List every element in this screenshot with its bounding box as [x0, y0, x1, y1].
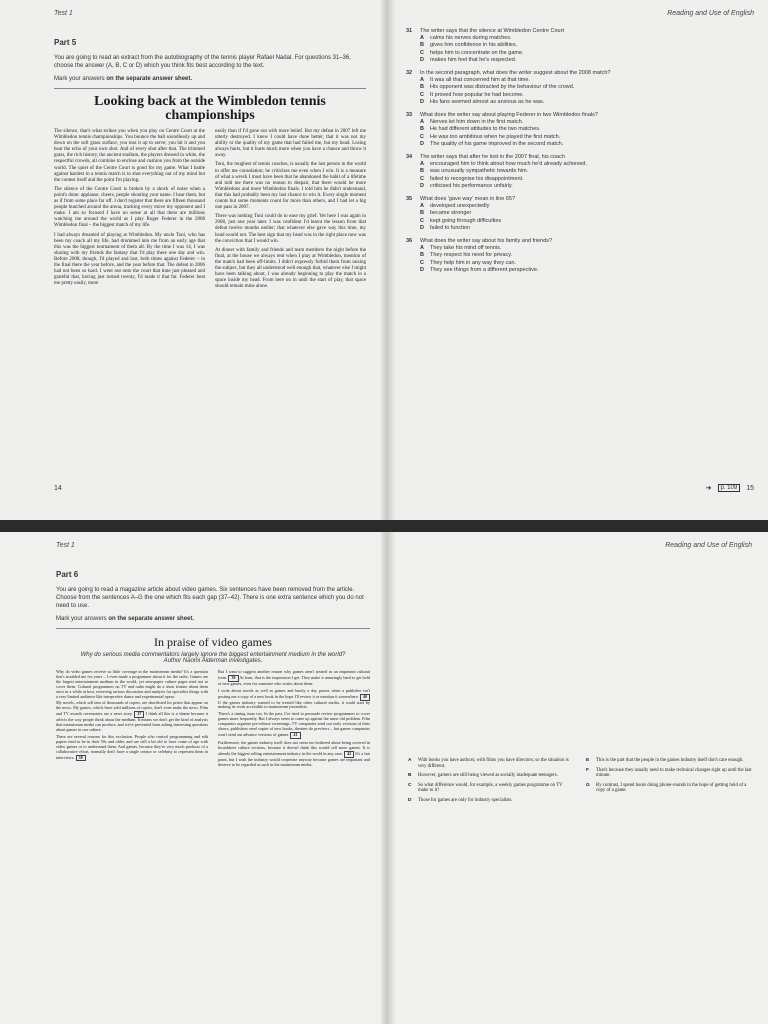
divider [54, 88, 366, 89]
question-number: 31 [406, 28, 413, 34]
sentence-options [408, 758, 752, 808]
book-gutter [381, 532, 395, 1024]
question-stem: What does the writer say about playing Federer in two Wimbledon finals? [420, 112, 598, 119]
option-text: His opponent was distracted by the behaviour of the crowd. [430, 84, 575, 91]
option-text: They take his mind off tennis. [430, 245, 502, 252]
option-letter: B [420, 168, 424, 175]
article-column-2 [218, 670, 370, 769]
question [406, 112, 754, 148]
sentence-option [586, 758, 752, 764]
answer-option [406, 176, 754, 183]
answer-option [406, 183, 754, 190]
sentence-option [408, 798, 574, 804]
answer-option [406, 225, 754, 232]
paragraph-text: If the games industry wanted to be treated like other cultural media, it could start by making its work accessible to mainstream journalists. [218, 699, 370, 710]
answer-option [406, 210, 754, 217]
question-number: 36 [406, 238, 413, 245]
paragraph-text: There's a timing issue too. In the past, I've tried to persuade review programmes to cover games more frequently. But I always seem to come up against the same old problem. Film companies organise pre-release screenings, TV companies send out early versions of their shows, publishers send copies of new books, theatres do previews – but games companies won't send out advance versions of games. [218, 711, 370, 737]
mark-bold: on the separate answer sheet. [106, 76, 193, 82]
answer-option [406, 126, 754, 133]
answer-option [406, 245, 754, 252]
option-letter: C [420, 175, 424, 182]
answer-option [406, 35, 754, 42]
option-text: This is the part that the people in the games industry itself don't care enough. [596, 758, 744, 763]
paragraph-text: There are several reasons for this exclusion. People who control programming and edit papers tend to be in their 50s and older, and are still a bit old to have come of age with video games or to understand them. And games, because they're very much products of a collaborative effort, normally don't have a single creator or celebrity to represent them in interviews. [56, 733, 208, 760]
question-stem: The writer says that the silence at Wimbledon Centre Court [420, 28, 564, 34]
answer-option [406, 218, 754, 225]
question-number: 32 [406, 70, 413, 77]
page-footer [706, 484, 754, 492]
gap-38[interactable]: 38 [76, 755, 86, 762]
answer-option [406, 141, 754, 148]
option-text: He had different attitudes to the two matches. [430, 126, 541, 133]
gap-39[interactable]: 39 [228, 675, 238, 682]
running-header: Test 1 [56, 542, 75, 549]
sentence-option [586, 768, 752, 779]
mark-prefix: Mark your answers [54, 76, 107, 82]
article-title: In praise of video games [154, 635, 272, 649]
options-column-1 [408, 758, 574, 808]
gap-40[interactable]: 40 [360, 694, 370, 701]
page-reference-link[interactable]: p. 109 [718, 484, 741, 492]
paragraph [218, 670, 370, 687]
paragraph-text: Furthermore, the games industry itself does not seem too bothered about being covered in broadsheet culture sections, because it doesn't think this would sell more games. It is already the biggest selling entertainment industry in the world in any case. [218, 739, 370, 756]
answer-option [406, 260, 754, 267]
mark-bold: on the separate answer sheet. [108, 616, 195, 622]
option-letter: D [408, 797, 412, 803]
sentence-option [408, 758, 574, 769]
paragraph-text: But I want to suggest another reason why games aren't treated as an important cultural form. [218, 669, 370, 680]
option-text: It proved how popular he had become. [430, 91, 524, 98]
paragraph [56, 701, 208, 732]
question-number: 35 [406, 196, 413, 203]
option-text: So what difference would, for example, a weekly games programme on TV make to it? [418, 782, 563, 794]
article-body [54, 129, 366, 293]
option-letter: C [420, 49, 424, 56]
option-text: His fans seemed almost as anxious as he was. [430, 98, 545, 105]
part-title: Part 6 [56, 570, 79, 579]
option-letter: A [420, 245, 424, 252]
option-letter: B [420, 126, 424, 133]
paragraph: I had always dreamed of playing at Wimbledon. My uncle Toni, who has been my coach all my life, had drummed into me from an early age that this was the biggest tournament of them all. By the time I was 14, I was sharing with my friends the fantasy that I'd play there one day and win. Before 2008, though, I'd played and lost, both times against Federer – in the final there the year before, and the year before that. The defeat in 2006 had not been so hard. I went out onto the court that time just pleased and grateful that, having just turned twenty, I'd made it that far. Federer beat me pretty easily, more [54, 232, 205, 287]
answer-option [406, 267, 754, 274]
option-text: They help him in any way they can. [430, 259, 516, 266]
answer-sheet-note [54, 76, 366, 82]
option-text: That's because they usually need to make technical changes right up until the last minute. [596, 767, 752, 779]
option-text: became stronger [430, 210, 472, 217]
paragraph-text: My novels, which sell tens of thousands of copies, are shortlisted for prizes that appear on the news. My games, which have sold millions of copies, don't even make the news. Film and TV awards ceremonies are a news story. [56, 700, 208, 717]
page-number: 14 [54, 485, 62, 492]
book-gutter [381, 0, 395, 520]
answer-option [406, 50, 754, 57]
option-text: developed unexpectedly [430, 203, 490, 210]
answer-option [406, 119, 754, 126]
instructions: You are going to read an extract from the autobiography of the tennis player Rafael Nadal. For questions 31–36, choose the answer (A, B, C or D) which you think fits best according to the text. [54, 55, 351, 69]
paragraph: At dinner with family and friends and team members the night before the final, at the house we always rent when I play at Wimbledon, mention of the match had been off-limits. I didn't expressly forbid them from raising the subject, but they all understood well enough that, whatever else I might have been talking about, I was already beginning to play the match in a space inside my head. From here on in until the start of play, that space should remain mine alone. [215, 247, 366, 290]
option-text: Nerves let him down in the first match. [430, 119, 524, 126]
option-text: failed to function [430, 224, 471, 231]
option-letter: A [420, 119, 424, 126]
gap-41[interactable]: 41 [290, 732, 300, 739]
arrow-right-icon: ➜ [705, 485, 712, 492]
option-letter: F [586, 767, 589, 773]
answer-option [406, 84, 754, 91]
option-text: was unusually sympathetic towards him. [430, 168, 529, 175]
option-letter: C [420, 91, 424, 98]
part-title: Part 5 [54, 38, 77, 47]
paragraph: There was nothing Toni could do to ease my grief. Yet here I was again in 2008, just one year later. I was confident I'd learnt the lesson from that defeat twelve months earlier; that whatever else gave way this time, my head would not. The best sign that my head was in the right place now was the conviction that I would win. [215, 214, 366, 244]
option-text: kept going through difficulties [430, 217, 502, 224]
answer-option [406, 42, 754, 49]
option-text: With books you have authors; with films you have directors; so the situation is very different. [418, 758, 569, 769]
answer-option [406, 77, 754, 84]
option-letter: D [420, 182, 424, 189]
answer-option [406, 203, 754, 210]
sentence-option [408, 773, 574, 779]
option-text: They respect his need for privacy. [430, 252, 513, 259]
option-letter: A [420, 35, 424, 42]
question-number: 34 [406, 154, 413, 161]
page-number: 15 [746, 484, 754, 492]
answer-option [406, 99, 754, 106]
option-text: They see things from a different perspective. [430, 266, 539, 273]
answer-option [406, 252, 754, 259]
article-column-1 [56, 670, 208, 769]
option-letter: D [420, 56, 424, 63]
article-subtitle: Why do serious media commentators largely ignore the biggest entertainment medium in the world? Author Naomi Alderman investigates. [80, 652, 346, 664]
paragraph [56, 735, 208, 762]
option-text: helps him to concentrate on the game. [430, 49, 524, 56]
article-column-2 [215, 129, 366, 293]
part6-spread [0, 532, 768, 1024]
question-stem: In the second paragraph, what does the writer suggest about the 2008 match? [420, 70, 611, 77]
question-list [406, 28, 754, 274]
article-title: Looking back at the Wimbledon tennis championships [94, 94, 326, 123]
option-letter: C [420, 217, 424, 224]
paragraph: The silence, that's what strikes you when you play on Centre Court at the Wimbledon tennis championships. You bounce the ball soundlessly up and down on the soft grass surface; you toss it up to serve; you hit it and you hear the echo of your own shot. And of every shot after that. The trimmed grass, the rich history, the ancient stadium, the players dressed in white, the respectful crowds, all combine to enclose and cushion you from the outside world. The quiet of the Centre Court is good for my game. What I battle against hardest in a tennis match is to shut everything out of my mind but the contest itself and the point I'm playing. [54, 129, 205, 183]
paragraph: The silence of the Centre Court is broken by a shock of noise when a point's done: applause, cheers, people shouting your name. I hear them, but as if from some place far off. I don't register that there are fifteen thousand people hunched around the arena, tracking every move my opponent and I make. I am so focused I have no sense at all that there are millions watching me around the world as I play Roger Federer in the 2008 Wimbledon final – the biggest match of my life. [54, 186, 205, 229]
sentence-option [408, 783, 574, 794]
option-letter: B [420, 210, 424, 217]
option-letter: A [420, 77, 424, 84]
paragraph: easily than if I'd gone out with more belief. But my defeat in 2007 left me utterly destroyed. I knew I could have done better, that it was not my ability or the quality of my game that had failed me, but my head. Losing always hurts, but it hurts much more when you have a chance and throw it away. [215, 129, 366, 159]
paragraph [218, 741, 370, 768]
question [406, 70, 754, 106]
option-text: calms his nerves during matches. [430, 35, 512, 42]
answer-option [406, 134, 754, 141]
option-text: The quality of his game improved in the second match. [430, 140, 564, 147]
option-letter: A [420, 203, 424, 210]
option-text: criticised his performance unfairly. [430, 182, 513, 189]
running-header: Reading and Use of English [667, 10, 754, 17]
running-header: Test 1 [54, 10, 73, 17]
option-letter: D [420, 98, 424, 105]
question-number: 33 [406, 112, 413, 119]
page-15 [394, 0, 768, 520]
options-column-2 [586, 758, 752, 808]
question-stem: What does 'gave way' mean in line 65? [420, 196, 516, 203]
answer-option [406, 57, 754, 64]
option-letter: B [408, 773, 412, 779]
option-letter: B [420, 252, 424, 259]
option-text: It was all that concerned him at that time. [430, 77, 530, 84]
paragraph-text: I write about novels as well as games and barely a day passes when a publisher isn't posting me a copy of a new book in the hope I'll review it or mention it somewhere. [218, 687, 370, 699]
question-stem: What does the writer say about his family and friends? [420, 238, 553, 245]
question [406, 238, 754, 274]
option-letter: A [420, 161, 424, 168]
option-text: He was too ambitious when he played the first match. [430, 133, 561, 140]
option-text: encouraged him to think about how much he'd already achieved. [430, 161, 587, 168]
paragraph: Why do video games receive so little coverage in the mainstream media? It's a question that's troubled me for years – I even made a programme about it for the radio. Games are the largest entertainment medium in the world, yet newspaper culture pages tend not to cover them. Cultural programmes on TV and radio might do a short feature about them once in a while at best, reserving serious discussion and analysis for specialist things with a very limited audience like interpretive dance and experimental opera. [56, 669, 208, 699]
article-body [56, 670, 370, 769]
gap-42[interactable]: 42 [344, 751, 354, 758]
article-column-1 [54, 129, 205, 293]
option-text: However, gamers are still being viewed as socially inadequate teenagers. [418, 773, 558, 779]
answer-sheet-note [56, 616, 370, 622]
question [406, 196, 754, 232]
option-text: By contrast, I spend hours doing phone-rounds in the hope of getting hold of a copy of a game. [596, 782, 747, 794]
question-stem: The writer says that after he lost in the 2007 final, his coach [420, 154, 565, 161]
question [406, 154, 754, 190]
answer-option [406, 168, 754, 175]
option-letter: E [586, 758, 590, 763]
option-letter: C [420, 259, 424, 266]
option-letter: C [408, 782, 412, 788]
option-letter: G [586, 782, 590, 788]
mark-prefix: Mark your answers [56, 616, 109, 622]
option-text: failed to recognise his disappointment. [430, 175, 524, 182]
paragraph [218, 689, 370, 711]
running-header: Reading and Use of English [665, 542, 752, 549]
paragraph-text: At least, that is the impression I get. They make it amazingly hard to get hold of new games, even for someone who writes about them. [218, 674, 371, 686]
sentence-option [586, 783, 752, 794]
page-14 [0, 0, 382, 520]
option-text: makes him feel that he's respected. [430, 56, 517, 63]
option-letter: A [408, 758, 412, 763]
option-letter: D [420, 224, 424, 231]
divider [56, 628, 370, 629]
option-letter: C [420, 133, 424, 140]
option-letter: D [420, 140, 424, 147]
answer-option [406, 92, 754, 99]
gap-37[interactable]: 37 [134, 711, 144, 718]
option-letter: D [420, 266, 424, 273]
page-part6-left [0, 532, 382, 1024]
page-part6-right [394, 532, 768, 1024]
paragraph-text: It's a fair point, but I wish the industry would cooperate anyway because games are important and deserve to be regarded as such in the mainstream media. [218, 750, 370, 767]
option-letter: B [420, 84, 424, 91]
instructions: You are going to read a magazine article about video games. Six sentences have been removed from the article. Choose from the sentences A–G the one which fits each gap (37–42). There is one extra sentence which you do not need to use. [56, 587, 364, 609]
answer-option [406, 161, 754, 168]
question [406, 28, 754, 64]
paragraph: Toni, the toughest of tennis coaches, is usually the last person in the world to offer me consolation; he criticizes me even when I win. It is a measure of what a wreck I must have been that he abandoned the habit of a lifetime and told me there was no reason to despair, that there would be more Wimbledons and more Wimbledon finals. I told him he didn't understand, that this had probably been my last chance to win it. Every single moment counts but some moments count for more than others, and I had let a big one pass in 2007. [215, 162, 366, 211]
option-letter: B [420, 42, 424, 49]
option-text: Those for games are only for industry specialists. [418, 797, 513, 803]
paragraph-text: I think all this is a shame because it affects the way people think about the medium. It means we don't get the kind of analysis that mainstream media can produce, and we're prevented from asking interesting questions about games in our culture. [56, 711, 209, 732]
option-text: gives him confidence in his abilities. [430, 42, 518, 49]
paragraph [218, 712, 370, 739]
